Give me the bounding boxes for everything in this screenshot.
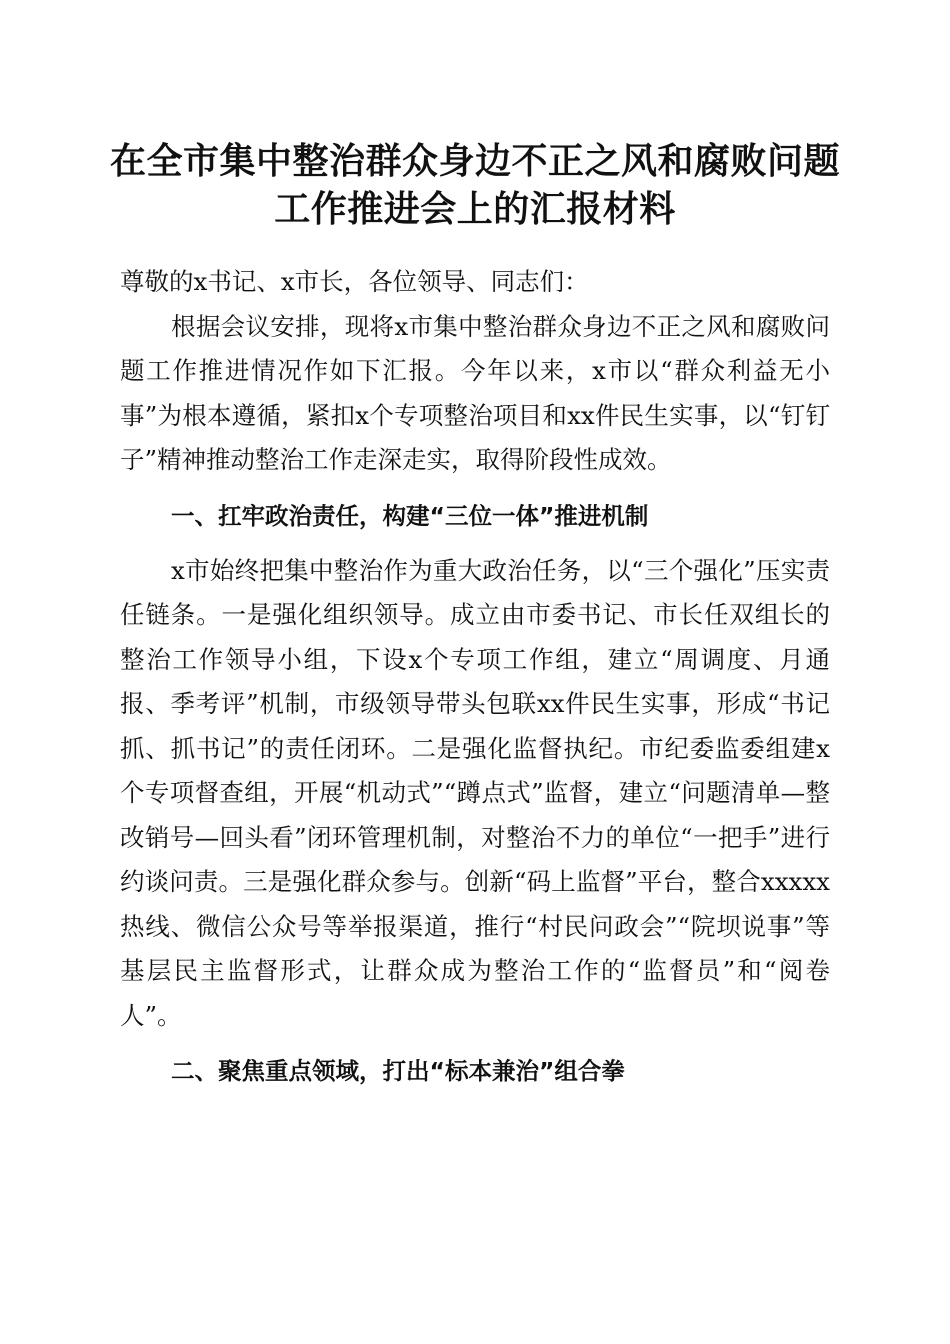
section-2-heading: 二、聚焦重点领域，打出“标本兼治”组合拳 <box>171 1057 625 1085</box>
intro-paragraph: 根据会议安排，现将x市集中整治群众身边不正之风和腐败问题工作推进情况作如下汇报。今年以来，x市以“群众利益无小事”为根本遵循，紧扣x个专项整治项目和xx件民生实事，以“钉钉子”精神推动整治工作走深走实，取得阶段性成效。 <box>120 311 830 474</box>
salutation: 尊敬的x书记、x市长，各位领导、同志们： <box>120 267 589 296</box>
document-title-line-2: 工作推进会上的汇报材料 <box>274 188 676 230</box>
document-body <box>120 260 830 1104</box>
document-title-line-1: 在全市集中整治群众身边不正之风和腐败问题 <box>109 140 840 182</box>
section-1-heading: 一、扛牢政治责任，构建“三位一体”推进机制 <box>171 501 649 530</box>
section-1-paragraph: x市始终把集中整治作为重大政治任务，以“三个强化”压实责任链条。一是强化组织领导。成立由市委书记、市长任双组长的整治工作领导小组，下设x个专项工作组，建立“周调度、月通报、季考评”机制，市级领导带头包联xx件民生实事，形成“书记抓、抓书记”的责任闭环。二是强化监督执纪。市纪委监委组建x个专项督查组，开展“机动式”“蹲点式”监督，建立“问题清单—整改销号—回头看”闭环管理机制，对整治不力的单位“一把手”进行约谈问责。三是强化群众参与。创新“码上监督”平台，整合xxxxx热线、微信公众号等举报渠道，推行“村民问政会”“院坝说事”等基层民主监督形式，让群众成为整治工作的“监督员”和“阅卷人”。 <box>120 555 830 1030</box>
